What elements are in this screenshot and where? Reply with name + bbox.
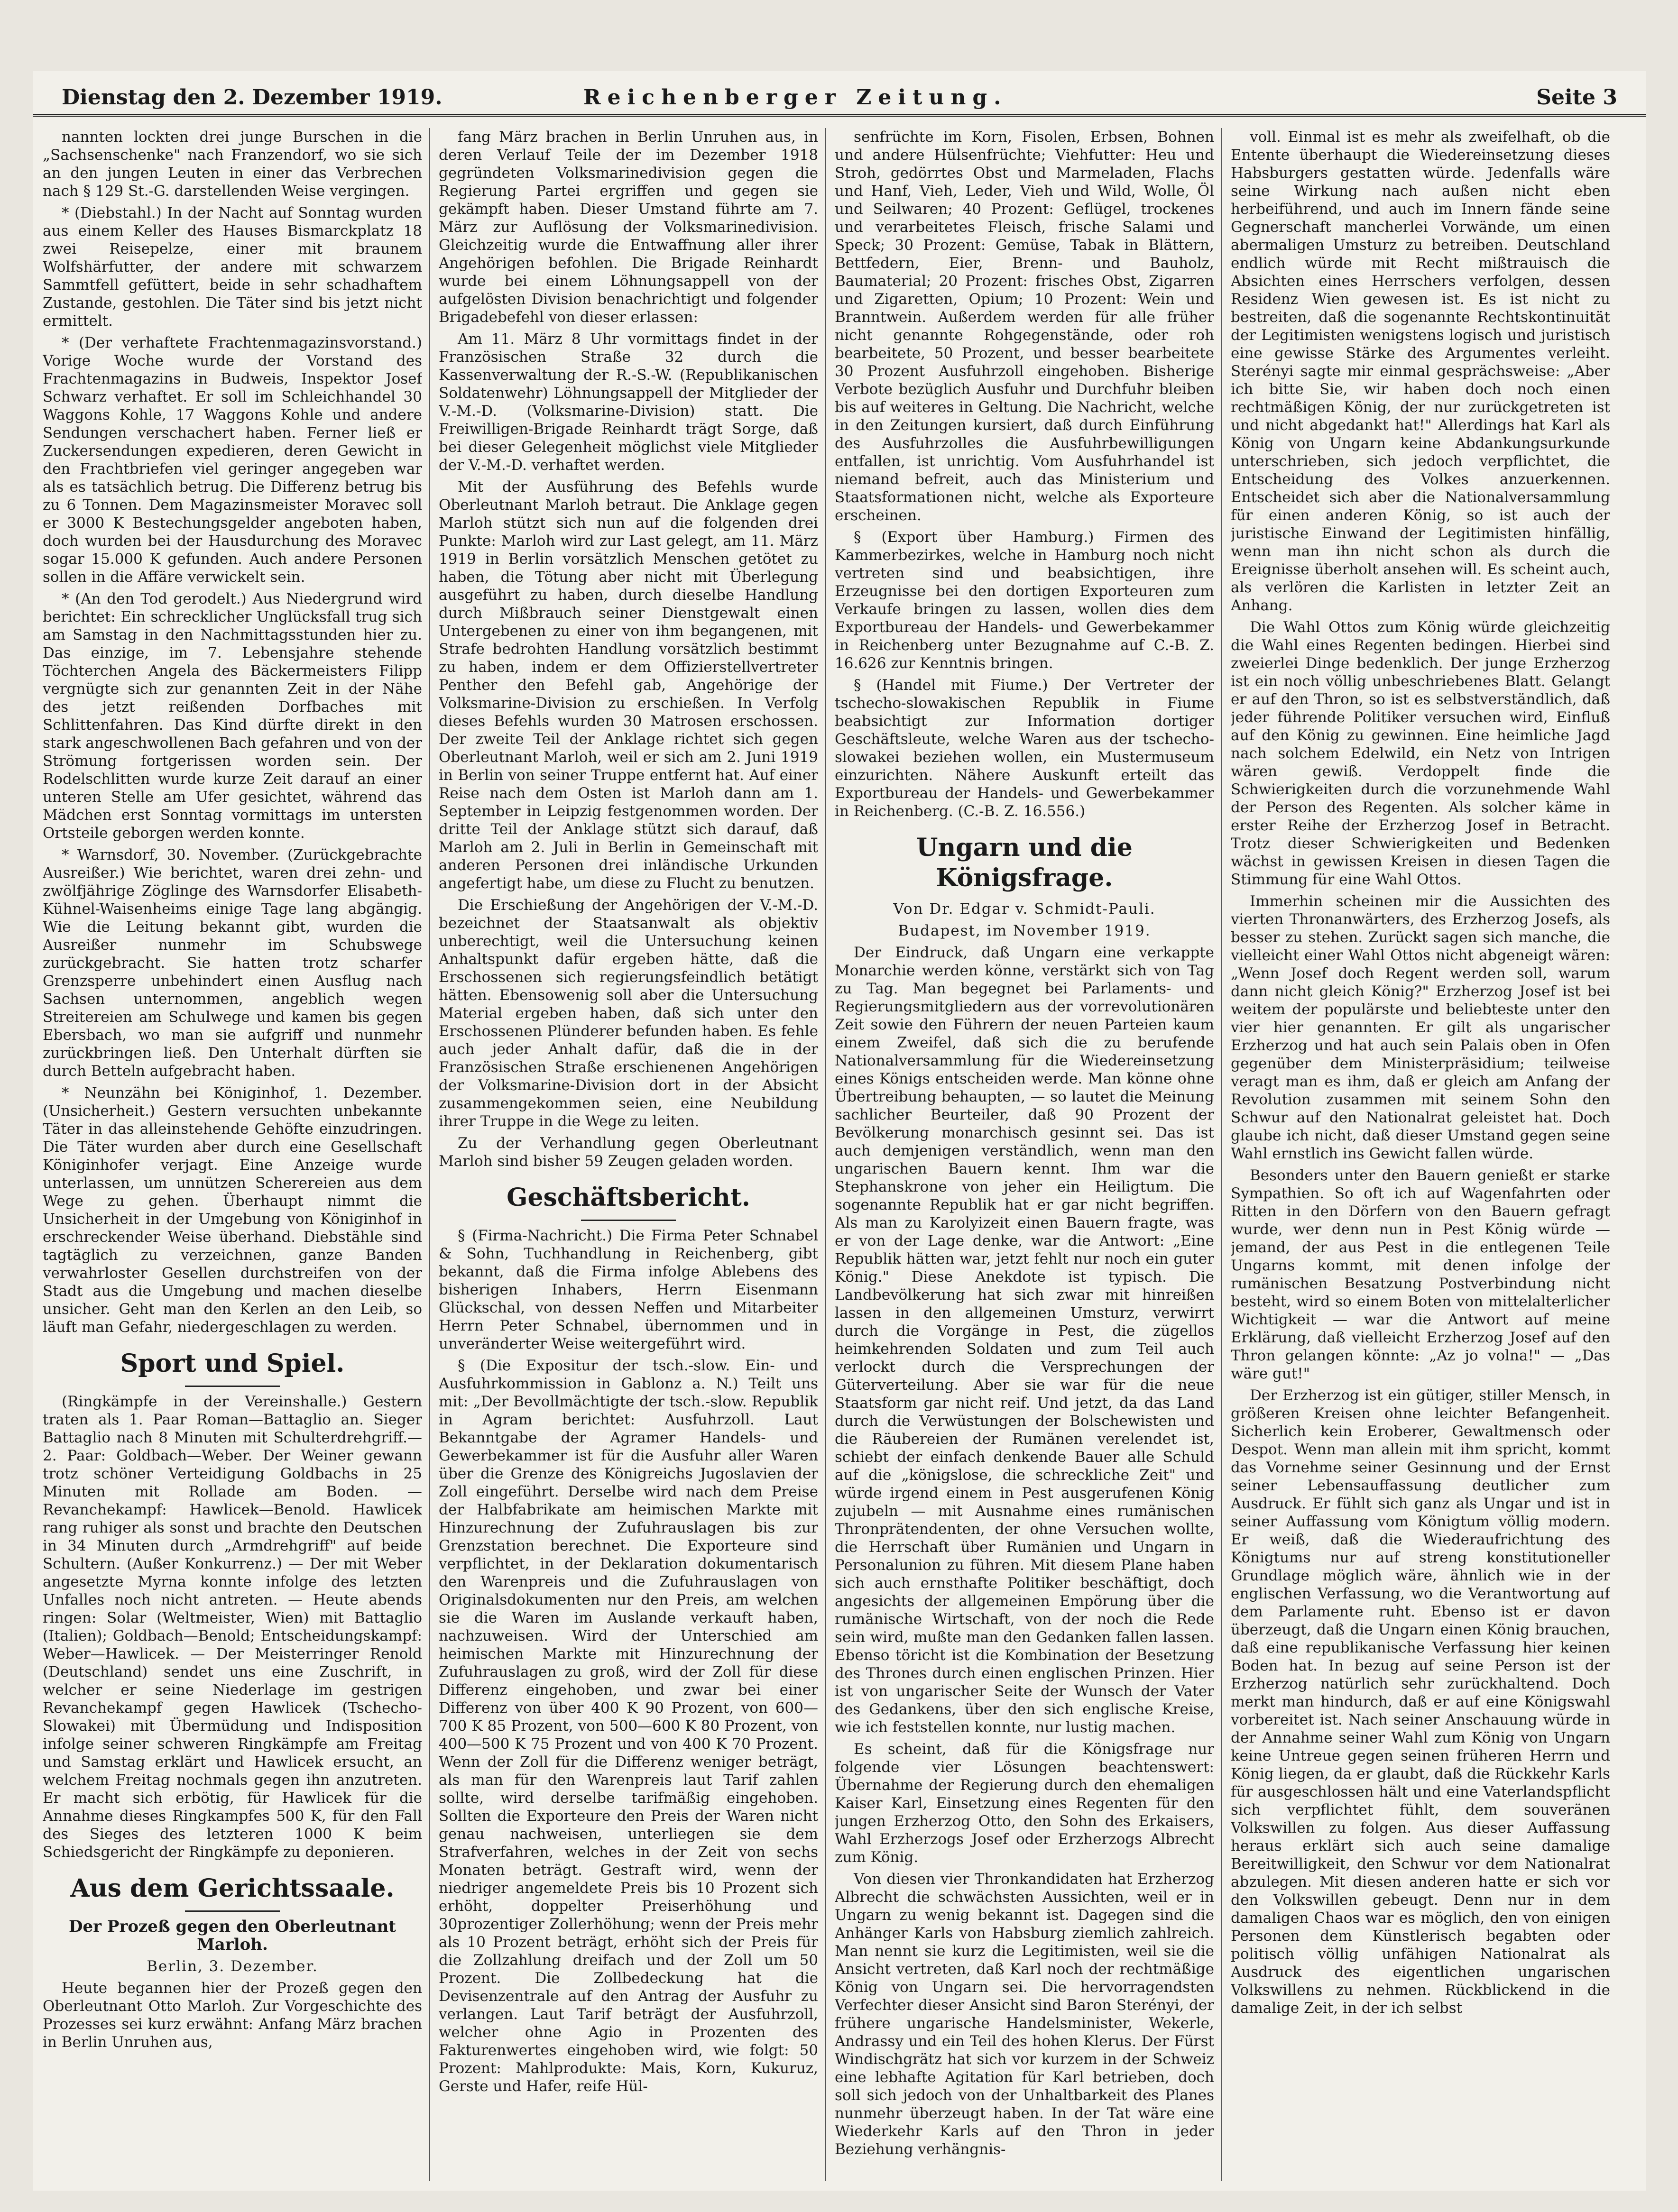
news-item-freight-manager: * (Der verhaftete Frachtenmagazinsvorstand.) Vorige Woche wurde der Vorstand des Frachtenmagazins in Budweis, Inspektor Josef Schwarz verhaftet. Er soll im Schleichhandel 30 Waggons Kohle, 17 Waggons Kohle und andere Sendungen verschachert haben. Ferner ließ er Zuckersendungen expedieren, deren Gewicht in den Frachtbriefen viel geringer angegeben war als es tatsächlich betrug. Die Differenz betrug bis zu 6 Tonnen. Dem Magazinsmeister Moravec soll er 3000 K Bestechungsgelder angeboten haben, doch wurden bei der Hausdurchung des Moravec sogar 15.000 K gefunden. Auch andere Personen sollen in die Affäre verwickelt sein. [43,334,422,586]
article-paragraph: Mit der Ausführung des Befehls wurde Oberleutnant Marloh betraut. Die Anklage gegen Marloh stützt sich nun auf die folgenden drei Punkte: Marloh wird zur Last gelegt, am 11. März 1919 in Berlin vorsätzlich Menschen getötet zu haben, die Tötung aber nicht mit Überlegung ausgeführt zu haben, durch dieselbe Handlung durch Mißbrauch seiner Dienstgewalt einen Untergebenen zu einer von ihm begangenen, mit Strafe bedrohten Handlung vorsätzlich bestimmt zu haben, indem er dem Offizierstellvertreter Penther den Befehl gab, Angehörige der Volksmarine-Division zu erschießen. In Verfolg dieses Befehls wurden 30 Matrosen erschossen. Der zweite Teil der Anklage richtet sich gegen Oberleutnant Marloh, weil er sich am 2. Juni 1919 in Berlin von seiner Truppe entfernt hat. Auf einer Reise nach dem Osten ist Marloh dann am 1. September in Leipzig festgenommen worden. Der dritte Teil der Anklage stützt sich darauf, daß Marloh am 2. Juli in Berlin in Gemeinschaft mit anderen Personen drei inländische Urkunden angefertigt habe, um diese zu Flucht zu benutzen. [439,478,818,892]
article-paragraph: Die Erschießung der Angehörigen der V.-M.-D. bezeichnet der Staatsanwalt als objektiv unberechtigt, weil die Untersuchung keinen Anhaltspunkt dafür ergeben hätte, daß die Erschossenen sich regierungsfeindlich betätigt hätten. Ebensowenig soll aber die Untersuchung Material ergeben haben, daß sich unter den Erschossenen Plünderer befunden haben. Es fehle auch jeder Anhalt dafür, daß die in der Französischen Straße erschienenen Angehörigen der Volksmarine-Division dort in der Absicht zusammengekommen seien, eine Neubildung ihrer Truppe in die Wege zu leiten. [439,897,818,1130]
article-paragraph: Es scheint, daß für die Königsfrage nur folgende vier Lösungen beachtenswert: Übernahme der Regierung durch den ehemaligen Kaiser Karl, Einsetzung eines Regenten für den jungen Erzherzog Otto, den Sohn des Erkaisers, Wahl Erzherzogs Josef oder Erzherzogs Albrecht zum König. [835,1741,1214,1866]
section-rule [185,1386,280,1387]
issue-date: Dienstag den 2. Dezember 1919. [62,85,443,110]
newspaper-title: Reichenberger Zeitung. [583,85,1008,110]
page-number: Seite 3 [1536,85,1617,110]
masthead [33,76,1646,117]
news-item-firm: § (Firma-Nachricht.) Die Firma Peter Schnabel & Sohn, Tuchhandlung in Reichenberg, gibt bekannt, daß die Firma infolge Ablebens des bisherigen Inhabers, Herrn Eisenmann Glückschal, von dessen Neffen und Mitarbeiter Herrn Peter Schnabel, übernommen und in unveränderter Weise weitergeführt wird. [439,1227,818,1352]
article-byline: Von Dr. Edgar v. Schmidt-Pauli. [893,900,1156,918]
article-quote: Am 11. März 8 Uhr vormittags findet in der Französischen Straße 32 durch die Kassenverwaltung der R.-S.-W. (Republikanischen Soldatenwehr) Löhnungsappell der Mitglieder der V.-M.-D. (Volksmarine-Division) statt. Die Freiwilligen-Brigade Reinhardt trägt Sorge, daß bei dieser Gelegenheit möglichst viele Mitglieder der V.-M.-D. verhaftet werden. [439,330,818,474]
news-item-fiume: § (Handel mit Fiume.) Der Vertreter der tschecho-slowakischen Republik in Fiume beabsichtigt zur Information dortiger Geschäftsleute, welche Waren aus der tschecho-slowakei beziehen wollen, ein Mustermuseum einzurichten. Nähere Auskunft erteilt das Exportbureau der Handels- und Gewerbekammer in Reichenberg. (C.-B. Z. 16.556.) [835,677,1214,820]
article-paragraph: senfrüchte im Korn, Fisolen, Erbsen, Bohnen und andere Hülsenfrüchte; Viehfutter: Heu und Stroh, gedörrtes Obst und Marmeladen, Flachs und Hanf, Vieh, Leder, Vieh und Wild, Wolle, Öl und Seilwaren; 40 Prozent: Geflügel, trockenes und verarbeitetes Fleisch, frische Salami und Speck; 30 Prozent: Gemüse, Tabak in Blättern, Bettfedern, Eier, Brenn- und Bauholz, Baumaterial; 20 Prozent: frisches Obst, Zigarren und Zigaretten, Opium; 10 Prozent: Wein und Branntwein. Außerdem werden für alle früher nicht genannte Rohgegenstände, oder roh bearbeitete, 50 Prozent, und besser bearbeitete 30 Prozent Ausfuhrzoll eingehoben. Bisherige Verbote bezüglich Ausfuhr und Durchfuhr bleiben bis auf weiteres in Geltung. Die Nachricht, welche in den Zeitungen kursiert, daß durch Einführung des Ausfuhrzolles die Ausfuhrbewilligungen entfallen, ist unrichtig. Vom Ausfuhrhandel ist niemand befreit, auch das Ministerium und Staatsformationen nicht, welche als Exporteure erscheinen. [835,128,1214,524]
article-paragraph: fang März brachen in Berlin Unruhen aus, in deren Verlauf Teile der im Dezember 1918 gegründeten Volksmarinedivision gegen die Regierung Partei ergriffen und gegen sie gekämpft haben. Dieser Umstand führte am 7. März zur Auflösung der Volksmarinedivision. Gleichzeitig wurde die Entwaffnung aller ihrer Angehörigen befohlen. Die Brigade Reinhardt wurde bei einem Löhnungsappell von der aufgelösten Division benachrichtigt und folgender Brigadebefehl von dieser erlassen: [439,128,818,326]
section-rule [581,1220,676,1221]
section-heading-business: Geschäftsbericht. [507,1183,750,1212]
column-divider [825,128,826,2181]
news-item-wrestling: (Ringkämpfe in der Vereinshalle.) Gestern traten als 1. Paar Roman—Battaglio an. Sieger Battaglio nach 8 Minuten mit Schulterdrehgriff.—2. Paar: Goldbach—Weber. Der Weiner gewann trotz schöner Verteidigung Goldbachs in 25 Minuten mit Rollade am Boden. — Revanchekampf: Hawlicek—Benold. Hawlicek rang ruhiger als sonst und brachte den Deutschen in 34 Minuten durch „Armdrehgriff" auf beide Schultern. (Außer Konkurrenz.) — Der mit Weber angesetzte Myrna konnte infolge des letzten Unfalles noch nicht antreten. — Heute abends ringen: Solar (Weltmeister, Wien) mit Battaglio (Italien); Goldbach—Benold; Entscheidungskampf: Weber—Hawlicek. — Der Meisterringer Renold (Deutschland) sendet uns eine Zuschrift, in welcher er seine Niederlage im gestrigen Revanchekampf gegen Hawlicek (Tschecho-Slowakei) mit Übermüdung und Indisposition infolge seiner schweren Ringkämpfe am Freitag und Samstag erklärt und Hawlicek ersucht, an welchem Freitag nochmals gegen ihn anzutreten. Er macht sich erbötig, für Hawlicek für die Annahme dieses Ringkampfes 500 K, für den Fall des Sieges des letzteren 1000 K beim Schiedsgericht der Ringkämpfe zu deponieren. [43,1393,422,1861]
article-subtitle: Der Prozeß gegen den Oberleutnant Marloh. [68,1917,396,1954]
column-divider [1221,128,1222,2181]
article-paragraph: Immerhin scheinen mir die Aussichten des vierten Thronanwärters, des Erzherzog Josefs, als besser zu stehen. Zurückt sagen sich manche, die vielleicht einer Wahl Ottos nicht abgeneigt wären: „Wenn Josef doch Regent werden soll, warum dann nicht gleich König?" Erzherzog Josef ist bei weitem der populärste und beliebteste unter den vier hier genannten. Er gilt als ungarischer Erzherzog und hat auch sein Palais oben in Ofen gegenüber dem Ministerpräsidium; teilweise veragt man es ihm, daß er gleich am Anfang der Revolution zusammen mit seinem Sohn den Schwur auf den Nationalrat geleistet hat. Doch glaube ich nicht, daß dieser Umstand gegen seine Wahl ernstlich ins Gewicht fallen würde. [1231,893,1610,1162]
article-paragraph: Der Eindruck, daß Ungarn eine verkappte Monarchie werden könne, verstärkt sich von Tag zu Tag. Man begegnet bei Parlaments- und Regierungsmitgliedern aus der vorrevolutionären Zeit sowie den Führern der neuen Parteien kaum einem Zweifel, daß sich die zu berufende Nationalversammlung für die Wiedereinsetzung eines Königs entscheiden werde. Man könne ohne Übertreibung behaupten, — so lautet die Meinung sachlicher Beurteiler, daß 90 Prozent der Bevölkerung monarchisch gesinnt sei. Das ist auch demjenigen verständlich, wenn man den ungarischen Bauern kennt. Ihm war die Stephanskrone von jeher ein Heiligtum. Die sogenannte Republik hat er gar nicht begriffen. Als man zu Karolyizeit einen Bauern fragte, was er von der Lage denke, war die Antwort: „Eine Republik hätten war, jetzt fehlt nur noch ein guter König." Diese Anekdote ist typisch. Die Landbevölkerung hat sich zwar mit hinreißen lassen in den allgemeinen Umsturz, verwirrt durch die Vorgänge in Pest, die zügellos heimkehrenden Soldaten und zum Teil auch verlockt durch die Versprechungen der Güterverteilung. Aber sie war für die neue Staatsform gar nicht reif. Und jetzt, da das Land durch die Verwüstungen der Bolschewisten und die Räubereien der Rumänen verelendet ist, schiebt der einfach denkende Bauer alle Schuld auf die „königslose, die schreckliche Zeit" und würde irgend einem in Pest ausgerufenen König zujubeln — mit Ausnahme eines rumänischen Thronprätendenten, der ohne Versuchen wollte, die Herrschaft über Rumänien und Ungarn in Personalunion zu führen. Mit diesem Plane haben sich auch ernsthafte Politiker beschäftigt, doch angesichts der allgemeinen Empörung über die rumänische Wirtschaft, von der noch die Rede sein wird, mußte man den Gedanken fallen lassen. Ebenso töricht ist die Kombination der Besetzung des Thrones durch einen englischen Prinzen. Hier ist von ungarischer Seite der Wunsch der Vater des Gedankens, über den sich englische Kreise, wie ich feststellen konnte, nur lustig machen. [835,944,1214,1736]
article-paragraph: Der Erzherzog ist ein gütiger, stiller Mensch, in größeren Kreisen ohne leichter Befangenheit. Sicherlich kein Eroberer, Gewaltmensch oder Despot. Wenn man allein mit ihm spricht, kommt das Vornehme seiner Gesinnung und der Ernst seiner Lebensauffassung deutlicher zum Ausdruck. Er fühlt sich ganz als Ungar und ist in seiner Auffassung vom Königtum völlig modern. Er weiß, daß die Wiederaufrichtung des Königtums nur auf streng konstitutioneller Grundlage möglich wäre, ähnlich wie in der englischen Verfassung, wo die Verantwortung auf dem Parlamente ruht. Ebenso ist er davon überzeugt, daß die Ungarn einen König brauchen, daß eine republikanische Verfassung hier keinen Boden hat. In bezug auf seine Person ist der Erzherzog natürlich sehr zurückhaltend. Doch merkt man hindurch, daß er auf eine Königswahl vorbereitet ist. Nach seiner Anschauung würde in der Annahme seiner Wahl zum König von Ungarn keine Untreue gegen seinen früheren Herrn und König liegen, da er glaubt, daß die Rückkehr Karls für ausgeschlossen hält und eine Vaterlandspflicht sich verpflichtet fühlt, dem souveränen Volkswillen zu folgen. Aus dieser Auffassung heraus erklärt sich auch seine damalige Bereitwilligkeit, den Schwur vor dem Nationalrat abzulegen. Mit diesen anderen hatte er sich vor den Volkswillen gebeugt. Denn nur in dem damaligen Chaos war es möglich, den von einigen Personen dem Künstlerisch begabten oder politisch völlig unfähigen Nationalrat als Ausdruck des eigentlichen ungarischen Volkswillens zu nehmen. Rückblickend in die damalige Zeit, in der ich selbst [1231,1387,1610,2017]
column-4 [1231,128,1610,2181]
column-divider [429,128,430,2181]
news-item-sled-accident: * (An den Tod gerodelt.) Aus Niedergrund wird berichtet: Ein schrecklicher Unglücksfall trug sich am Samstag in den Nachmittagsstunden hier zu. Das einzige, im 7. Lebensjahre stehende Töchterchen Angela des Bäckermeisters Filipp vergnügte sich zur genannten Zeit in der Nähe des jetzt reißenden Dorfbaches mit Schlittenfahren. Das Kind dürfte direkt in den stark angeschwollenen Bach gefahren und von der Strömung fortgerissen worden sein. Der Rodelschlitten wurde kurze Zeit darauf an einer unteren Stelle am Ufer gesichtet, während das Mädchen erst Sonntag vormittags im untersten Ortsteile geborgen werden konnte. [43,590,422,842]
news-item-export-duty: § (Die Expositur der tsch.-slow. Ein- und Ausfuhrkommission in Gablonz a. N.) Teilt uns mit: „Der Bevollmächtigte der tsch.-slow. Republik in Agram berichtet: Ausfuhrzoll. Laut Bekanntgabe der Agramer Handels- und Gewerbekammer ist für die Ausfuhr aller Waren über die Grenze des Königreichs Jugoslavien der Zoll eingeführt. Derselbe wird nach dem Preise der Halbfabrikate am heimischen Markte mit Hinzurechnung der Zufuhrauslagen bis zur Grenzstation berechnet. Die Exporteure sind verpflichtet, in der Deklaration dokumentarisch den Warenpreis und die Zufuhrauslagen von Originalsdokumenten nur den Preis, am welchen sie die Waren im Auslande verkauft haben, nachzuweisen. Wird der Unterschied am heimischen Markte mit Hinzurechnung der Zufuhrauslagen zu groß, wird der Zoll für diese Differenz eingehoben, und zwar bei einer Differenz von über 400 K 90 Prozent, von 600—700 K 85 Prozent, von 500—600 K 80 Prozent, von 400—500 K 75 Prozent und von 400 K 70 Prozent. Wenn der Zoll für die Differenz weniger beträgt, als man für den Warenpreis laut Tarif zahlen sollte, wird derselbe tarifmäßig eingehoben. Sollten die Exporteure den Preis der Waren nicht genau nachweisen, unterliegen sie dem Strafverfahren, welches in der Zeit von sechs Monaten beträgt. Gestraft wird, wenn der niedriger angemeldete Preis bis 10 Prozent sich erhöht, doppelter Preiserhöhung und 30prozentiger Zollerhöhung; wenn der Preis mehr als 10 Prozent beträgt, erhöht sich der Preis für die Zollzahlung dreifach und der Zoll um 50 Prozent. Die Zollbedeckung hat die Devisenzentrale auf den Antrag der Ausfuhr zu verlangen. Laut Tarif beträgt der Ausfuhrzoll, welcher ohne Agio in Prozenten des Fakturenwertes eingehoben wird, wie folgt: 50 Prozent: Mahlprodukte: Mais, Korn, Kukuruz, Gerste und Hafer, reife Hül- [439,1357,818,2095]
news-item-theft: * (Diebstahl.) In der Nacht auf Sonntag wurden aus einem Keller des Hauses Bismarckplatz 18 zwei Reisepelze, einer mit braunem Wolfshärfutter, der andere mit schwarzem Sammtfell gefüttert, beide in sehr schadhaftem Zustande, gestohlen. Die Täter sind bis jetzt nicht ermittelt. [43,204,422,330]
article-paragraph: Besonders unter den Bauern genießt er starke Sympathien. So oft ich auf Wagenfahrten oder Ritten in den Dörfern von den Bauern gefragt wurde, wer denn nun in Pest König würde — jemand, der aus Pest in die entlegenen Teile Ungarns kommt, mit denen infolge der rumänischen Besatzung Postverbindung nicht besteht, wird so einem Boten von mittelalterlicher Wichtigkeit — war die Antwort auf meine Erklärung, daß vielleicht Erzherzog Josef auf den Thron gelangen könnte: „Az jo volna!" — „Das wäre gut!" [1231,1167,1610,1382]
section-heading-sport: Sport und Spiel. [120,1349,345,1378]
article-dateline: Berlin, 3. Dezember. [147,1958,318,1975]
section-rule [185,1910,280,1912]
section-heading-court: Aus dem Gerichtssaale. [70,1874,395,1903]
news-item-runaways: * Warnsdorf, 30. November. (Zurückgebrachte Ausreißer.) Wie berichtet, waren drei zehn- und zwölfjährige Zöglinge des Warnsdorfer Elisabeth-Kühnel-Waisenheims einige Tage lang abgängig. Wie die Leitung bekannt gibt, wurden die Ausreißer nunmehr im Schubswege zurückgebracht. Sie hatten trotz scharfer Grenzsperre unbehindert einen Ausflug nach Sachsen unternommen, angeblich wegen Streitereien am Schulwege und kamen bis gegen Ebersbach, wo man sie aufgriff und nunmehr zurückbringen ließ. Den Unterhalt dürften sie durch Betteln aufgebracht haben. [43,846,422,1080]
section-heading-hungary: Ungarn und die Königsfrage. [916,833,1133,892]
column-1 [43,128,422,2181]
article-paragraph: Die Wahl Ottos zum König würde gleichzeitig die Wahl eines Regenten bedingen. Hierbei sind zweierlei Dinge bedenklich. Der junge Erzherzog ist ein noch völlig unbeschriebenes Blatt. Gelangt er auf den Thron, so ist es selbstverständlich, daß jeder führende Politiker versuchen wird, Einfluß auf den König zu gewinnen. Eine heimliche Jagd nach solchem Edelwild, ein Netz von Intrigen wären gewiß. Verdoppelt finde die Schwierigkeiten durch die vorzunehmende Wahl der Person des Regenten. Als solcher käme in erster Reihe der Erzherzog Josef in Betracht. Trotz dieser Schwierigkeiten und Bedenken wächst in gewissen Kreisen in diesen Tagen die Stimmung für eine Wahl Ottos. [1231,619,1610,888]
news-item-insecurity: * Neunzähn bei Königinhof, 1. Dezember. (Unsicherheit.) Gestern versuchten unbekannte Täter in das alleinstehende Gehöfte einzudringen. Die Täter wurden aber durch eine Gesellschaft Königinhofer verjagt. Eine Anzeige wurde unterlassen, um unnützen Scherereien aus dem Wege zu gehen. Überhaupt nimmt die Unsicherheit in der Umgebung von Königinhof in erschreckender Weise überhand. Diebstähle sind tagtäglich zu verzeichnen, ganze Banden verwahrloster Gesellen durchstreifen von der Stadt aus die Umgebung und machen dieselbe unsicher. Geht man den Kerlen an den Leib, so läuft man Gefahr, niedergeschlagen zu werden. [43,1084,422,1336]
column-2 [439,128,818,2181]
column-3 [835,128,1214,2181]
news-item-hamburg: § (Export über Hamburg.) Firmen des Kammerbezirkes, welche in Hamburg noch nicht vertreten sind und beabsichtigen, ihre Erzeugnisse bei den dortigen Exporteuren zum Verkaufe bringen zu lassen, wollen dies dem Exportbureau der Handels- und Gewerbekammer in Reichenberg unter Bezugnahme auf C.-B. Z. 16.626 zur Kenntnis bringen. [835,529,1214,672]
article-paragraph: Heute begannen hier der Prozeß gegen den Oberleutnant Otto Marloh. Zur Vorgeschichte des Prozesses sei kurz erwähnt: Anfang März brachen in Berlin Unruhen aus, [43,1980,422,2051]
article-paragraph: Zu der Verhandlung gegen Oberleutnant Marloh sind bisher 59 Zeugen geladen worden. [439,1135,818,1170]
article-paragraph: nannten lockten drei junge Burschen in die „Sachsenschenke" nach Franzendorf, wo sie sich an den jungen Leuten in einer das Verbrechen nach § 129 St.-G. darstellenden Weise vergingen. [43,128,422,200]
article-paragraph: Von diesen vier Thronkandidaten hat Erzherzog Albrecht die schwächsten Aussichten, weil er in Ungarn zu wenig bekannt ist. Dagegen sind die Anhänger Karls von Habsburg ziemlich zahlreich. Man nennt sie kurz die Legitimisten, weil sie die Ansicht vertreten, daß Karl noch der rechtmäßige König von Ungarn sei. Die hervorragendsten Verfechter dieser Ansicht sind Baron Sterényi, der frühere ungarische Handelsminister, Wekerle, Andrassy und ein Teil des hohen Klerus. Der Fürst Windischgrätz hat sich vor kurzem in der Schweiz eine lebhafte Agitation für Karl betrieben, doch soll sich jedoch von der Unhaltbarkeit des Planes nunmehr überzeugt haben. In der Tat wäre eine Wiederkehr Karls auf den Thron in jeder Beziehung verhängnis- [835,1871,1214,2158]
article-dateline: Budapest, im November 1919. [898,922,1151,939]
article-paragraph: voll. Einmal ist es mehr als zweifelhaft, ob die Entente überhaupt die Wiedereinsetzung dieses Habsburgers gestatten würde. Jedenfalls wäre seine Wirkung nach außen nicht eben herbeiführend, und auch im Innern fände seine Gegnerschaft mancherlei Vorwände, um einen abermaligen Umsturz zu betreiben. Deutschland endlich würde mit Recht mißtrauisch die Absichten eines Herrschers verfolgen, dessen Residenz Wien gewesen ist. Es ist nicht zu bestreiten, daß die sogenannte Rechtskontinuität der Legitimisten wenigstens logisch und juristisch eine gewisse Stärke des Argumentes verleiht. Sterényi sagte mir einmal gesprächsweise: „Aber ich bitte Sie, wir haben doch noch einen rechtmäßigen König, der nur zurückgetreten ist und nicht abgedankt hat!" Allerdings hat Karl als König von Ungarn keine Abdankungsurkunde unterschrieben, sich jedoch verpflichtet, die Entscheidung des Volkes anzuerkennen. Entscheidet sich aber die Nationalversammlung für einen anderen König, so ist auch der juristische Einwand der Legitimisten hinfällig, wenn man ihn nicht schon als durch die Ereignisse überholt ansehen will. Es scheint auch, als verlören die Karlisten in letzter Zeit an Anhang. [1231,128,1610,614]
